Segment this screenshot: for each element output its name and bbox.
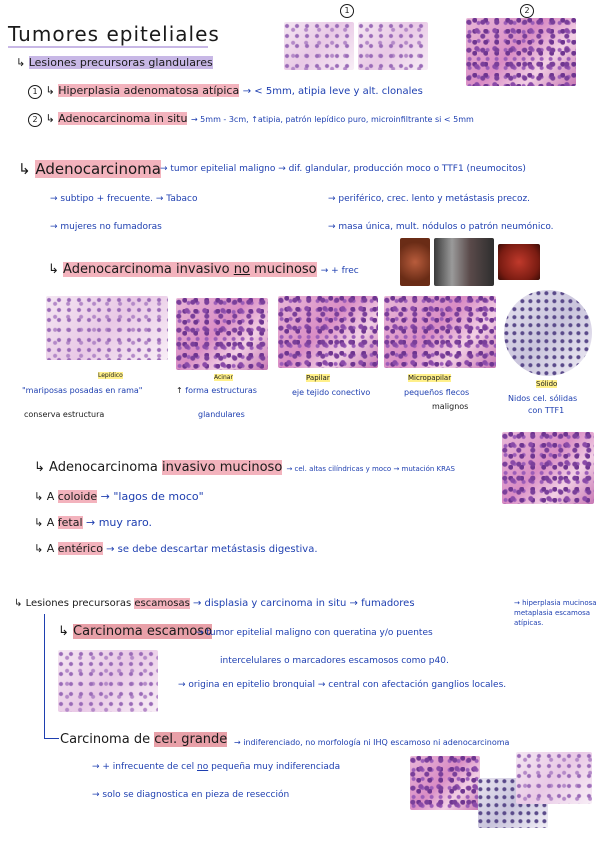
adeno-right-2: → masa única, mult. nódulos o patrón neumónico.	[328, 222, 554, 232]
mucinous-heading: ↳ Adenocarcinoma invasivo mucinoso → cel. altas cilíndricas y moco → mutación KRAS	[34, 460, 455, 475]
histology-image-1a	[284, 22, 354, 70]
label-lepidic: Lepídico	[98, 372, 123, 379]
desc-lepidic: "mariposas posadas en rama"	[22, 386, 143, 395]
gross-image-2	[434, 238, 494, 286]
pattern-image-solid	[504, 290, 592, 376]
label-micropapillary: Micropapilar	[408, 374, 452, 382]
mucinous-enteric: ↳ A entérico → se debe descartar metástasis digestiva.	[34, 542, 318, 555]
large-cell-carcinoma: Carcinoma de cel. grande	[60, 732, 228, 747]
desc-solid-2: con TTF1	[528, 406, 565, 415]
marker-2: 2	[520, 4, 534, 18]
desc-lepidic-2: conserva estructura	[24, 410, 105, 419]
squamous-text-3: → origina en epitelio bronquial → central con afectación ganglios locales.	[178, 680, 507, 690]
histology-image-2	[466, 18, 576, 86]
pattern-image-acinar	[176, 298, 268, 370]
squamous-text-1: → tumor epitelial maligno con queratina y/o puentes	[196, 628, 433, 638]
mucinous-image	[502, 432, 594, 504]
mucinous-coloide: ↳ A coloide → "lagos de moco"	[34, 490, 204, 503]
squamous-text-2: intercelulares o marcadores escamosos como p40.	[220, 656, 449, 666]
squamous-image	[58, 650, 158, 712]
mucinous-fetal: ↳ A fetal → muy raro.	[34, 516, 152, 529]
adeno-left-1: → subtipo + frecuente. → Tabaco	[50, 194, 198, 204]
large-cell-image-3	[516, 752, 592, 804]
squamous-side-note: → hiperplasia mucinosa metaplasia escamosa atípicas.	[514, 599, 597, 627]
item-2-text: → 5mm - 3cm, ↑atipia, patrón lepídico puro, microinfiltrante si < 5mm	[190, 115, 474, 124]
page-title: Tumores epiteliales	[8, 22, 220, 46]
desc-micropapillary: pequeños flecos	[404, 388, 470, 397]
large-cell-image-1	[410, 756, 480, 810]
squamous-heading: ↳ Lesiones precursoras escamosas → displasia y carcinoma in situ → fumadores	[14, 598, 415, 609]
adeno-left-2: → mujeres no fumadoras	[50, 222, 162, 232]
item-1-text: → < 5mm, atipia leve y alt. clonales	[242, 86, 423, 97]
squamous-bracket	[44, 614, 59, 739]
desc-acinar-2: glandulares	[198, 410, 245, 419]
marker-1: 1	[340, 4, 354, 18]
label-acinar: Acinar	[214, 374, 233, 381]
label-solid: Sólido	[536, 380, 558, 388]
title-underline	[8, 46, 208, 48]
pattern-image-lepidic	[46, 296, 168, 360]
item-2-label: Adenocarcinoma in situ	[58, 112, 188, 125]
pattern-image-micropapillary	[384, 296, 496, 368]
gross-image-3	[498, 244, 540, 280]
item-2: 2 ↳ Adenocarcinoma in situ → 5mm - 3cm, ↑atipia, patrón lepídico puro, microinfiltrante si < 5mm	[28, 112, 474, 127]
squamous-carcinoma: ↳ Carcinoma escamoso	[58, 624, 213, 639]
large-cell-text-1: → indiferenciado, no morfología ni IHQ escamoso ni adenocarcinoma	[234, 738, 510, 747]
gross-image-1	[400, 238, 430, 286]
item-1: 1 ↳ Hiperplasia adenomatosa atípica → < 5mm, atipia leve y alt. clonales	[28, 84, 423, 99]
adeno-right-1: → periférico, crec. lento y metástasis precoz.	[328, 194, 531, 204]
large-cell-text-2: → + infrecuente de cel no pequeña muy indiferenciada	[92, 762, 341, 772]
desc-micropapillary-2: malignos	[432, 402, 469, 411]
adeno-definition: → tumor epitelial maligno → dif. glandular, producción moco o TTF1 (neumocitos)	[160, 164, 526, 174]
glandular-heading: ↳ Lesiones precursoras glandulares	[16, 56, 213, 69]
item-1-label: Hiperplasia adenomatosa atípica	[58, 84, 240, 97]
desc-solid: Nidos cel. sólidas	[508, 394, 578, 403]
label-papillary: Papilar	[306, 374, 330, 382]
pattern-image-papillary	[278, 296, 378, 368]
invasive-non-mucinous-heading: ↳ Adenocarcinoma invasivo no mucinoso → + frec	[48, 262, 359, 277]
adeno-heading: ↳ Adenocarcinoma	[18, 160, 161, 178]
histology-image-1b	[358, 22, 428, 70]
desc-acinar: ↑ forma estructuras	[176, 386, 257, 395]
large-cell-text-3: → solo se diagnostica en pieza de resección	[92, 790, 290, 800]
desc-papillary: eje tejido conectivo	[292, 388, 371, 397]
